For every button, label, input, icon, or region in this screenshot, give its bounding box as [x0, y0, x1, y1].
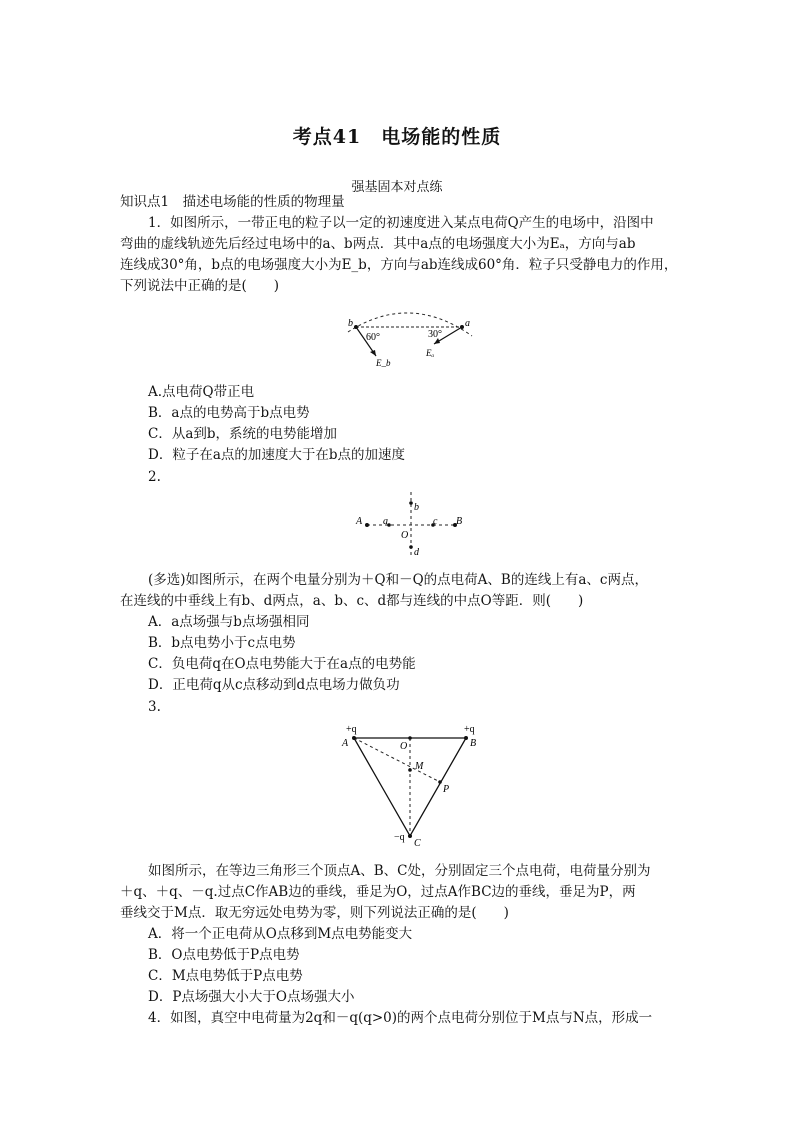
- q3-stem-line: 如图所示，在等边三角形三个顶点A、B、C处，分别固定三个点电荷，电荷量分别为: [148, 863, 651, 879]
- q1-figure: [340, 300, 480, 380]
- q3-option: B．O点电势低于P点电势: [148, 947, 300, 963]
- q3-figure: [330, 718, 490, 850]
- q2-option: A．a点场强与b点场强相同: [148, 614, 310, 630]
- q3-option: C．M点电势低于P点电势: [148, 968, 303, 984]
- label-A: A: [342, 738, 349, 749]
- label-d: d: [414, 547, 419, 558]
- section-subtitle: 强基固本对点练: [351, 180, 443, 195]
- q3-stem-line: ＋q、＋q、－q.过点C作AB边的垂线，垂足为O，过点A作BC边的垂线，垂足为P，两: [120, 884, 636, 900]
- q2-number: 2.: [148, 469, 161, 485]
- label-P: P: [443, 784, 450, 795]
- q3-number: 3.: [148, 699, 161, 715]
- label-A: A: [356, 516, 363, 527]
- label-a: a: [465, 318, 470, 329]
- page-title: 考点41 电场能的性质: [292, 126, 502, 148]
- q2-figure: [345, 488, 475, 560]
- charge-B: +q: [464, 724, 475, 735]
- label-O: O: [400, 741, 408, 752]
- q2-option: C．负电荷q在O点电势能大于在a点的电势能: [148, 656, 416, 672]
- angle-60: 60°: [366, 332, 380, 343]
- q2-option: D．正电荷q从c点移动到d点电场力做负功: [148, 677, 400, 693]
- q1-option: B．a点的电势高于b点电势: [148, 405, 310, 421]
- label-M: M: [415, 761, 424, 772]
- label-a: a: [383, 516, 388, 527]
- label-Eb: E_b: [376, 358, 391, 368]
- q2-stem-line: (多选)如图所示，在两个电量分别为＋Q和－Q的点电荷A、B的连线上有a、c两点，: [148, 572, 648, 588]
- knowledge-point-heading: 知识点1 描述电场能的性质的物理量: [120, 194, 345, 210]
- charge-C: −q: [394, 832, 405, 843]
- label-O: O: [401, 530, 409, 541]
- charge-A: +q: [346, 724, 357, 735]
- q1-stem-line: 下列说法中正确的是( ): [120, 278, 280, 294]
- q2-option: B．b点电势小于c点电势: [148, 635, 296, 651]
- q1-stem-line: 弯曲的虚线轨迹先后经过电场中的a、b两点．其中a点的电场强度大小为Eₐ，方向与ab: [120, 236, 636, 252]
- q1-option: C．从a到b，系统的电势能增加: [148, 426, 338, 442]
- label-B: B: [470, 738, 477, 749]
- q2-stem-line: 在连线的中垂线上有b、d两点，a、b、c、d都与连线的中点O等距．则( ): [120, 593, 584, 609]
- q3-option: A．将一个正电荷从O点移到M点电势能变大: [148, 926, 413, 942]
- q3-stem-line: 垂线交于M点．取无穷远处电势为零，则下列说法正确的是( ): [120, 905, 509, 921]
- q1-stem-line: 连线成30°角，b点的电场强度大小为E_b，方向与ab连线成60°角．粒子只受静电力的作用，: [120, 257, 678, 273]
- q1-option: D．粒子在a点的加速度大于在b点的加速度: [148, 447, 406, 463]
- label-Ea: Eₐ: [426, 348, 435, 358]
- q3-option: D．P点场强大小大于O点场强大小: [148, 989, 355, 1005]
- label-b: b: [414, 502, 419, 513]
- label-b: b: [348, 318, 353, 329]
- label-B: B: [456, 516, 463, 527]
- q1-option: A.点电荷Q带正电: [148, 384, 255, 400]
- angle-30: 30°: [428, 329, 442, 340]
- label-C: C: [414, 838, 421, 849]
- label-c: c: [433, 516, 438, 527]
- q1-stem-line: 1．如图所示，一带正电的粒子以一定的初速度进入某点电荷Q产生的电场中，沿图中: [148, 215, 654, 231]
- q4-stem-line: 4．如图，真空中电荷量为2q和－q(q>0)的两个点电荷分别位于M点与N点，形成一: [148, 1010, 653, 1026]
